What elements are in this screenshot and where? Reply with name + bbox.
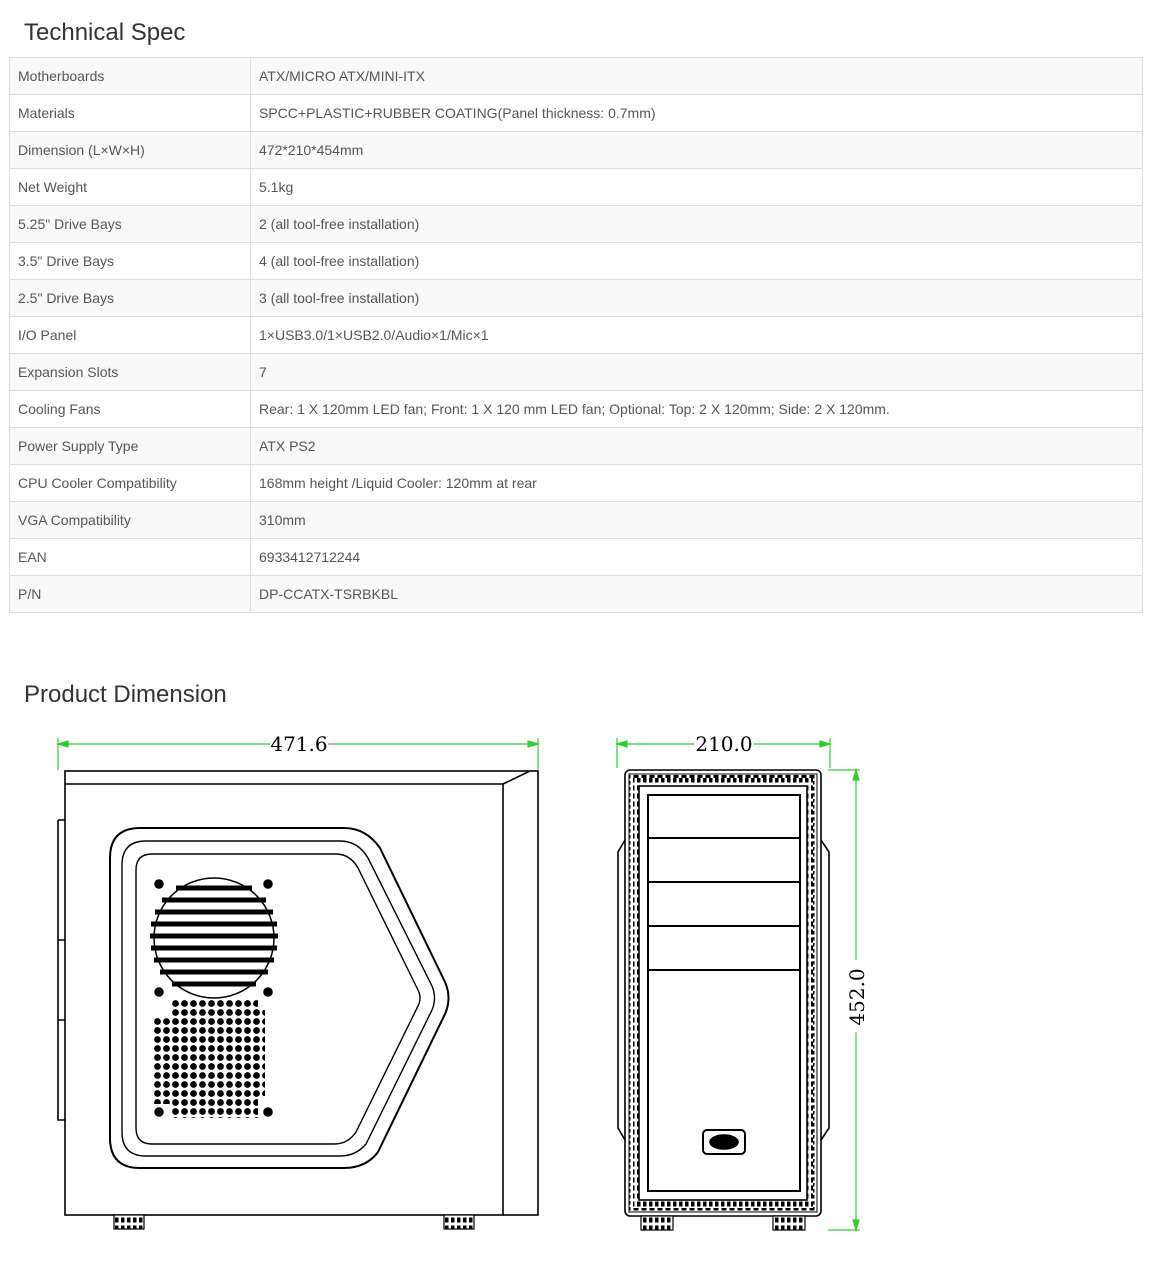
spec-value: DP-CCATX-TSRBKBL xyxy=(251,576,1143,613)
spec-key: I/O Panel xyxy=(10,317,251,354)
spec-value: ATX PS2 xyxy=(251,428,1143,465)
spec-table xyxy=(9,57,1143,613)
width-label: 210.0 xyxy=(695,732,753,756)
spec-key: CPU Cooler Compatibility xyxy=(10,465,251,502)
spec-row xyxy=(10,428,1143,465)
spec-value: 5.1kg xyxy=(251,169,1143,206)
spec-row xyxy=(10,95,1143,132)
spec-value: ATX/MICRO ATX/MINI-ITX xyxy=(251,58,1143,95)
spec-row xyxy=(10,354,1143,391)
spec-value: 472*210*454mm xyxy=(251,132,1143,169)
spec-value: 2 (all tool-free installation) xyxy=(251,206,1143,243)
spec-key: 3.5" Drive Bays xyxy=(10,243,251,280)
spec-value: 310mm xyxy=(251,502,1143,539)
spec-value: 7 xyxy=(251,354,1143,391)
spec-key: Motherboards xyxy=(10,58,251,95)
spec-section-title: Technical Spec xyxy=(24,19,186,46)
spec-key: 5.25" Drive Bays xyxy=(10,206,251,243)
spec-key: Expansion Slots xyxy=(10,354,251,391)
spec-row xyxy=(10,169,1143,206)
length-label: 471.6 xyxy=(270,732,328,756)
spec-key: Power Supply Type xyxy=(10,428,251,465)
spec-row xyxy=(10,132,1143,169)
spec-value: 4 (all tool-free installation) xyxy=(251,243,1143,280)
height-label: 452.0 xyxy=(845,968,869,1026)
spec-row xyxy=(10,243,1143,280)
spec-value: 3 (all tool-free installation) xyxy=(251,280,1143,317)
spec-row xyxy=(10,206,1143,243)
product-dimension-drawing xyxy=(0,720,1149,1277)
spec-key: 2.5" Drive Bays xyxy=(10,280,251,317)
spec-value: 168mm height /Liquid Cooler: 120mm at rear xyxy=(251,465,1143,502)
spec-row xyxy=(10,465,1143,502)
spec-row xyxy=(10,280,1143,317)
front-view xyxy=(617,732,870,1230)
fan-grille xyxy=(150,888,278,984)
spec-key: Dimension (L×W×H) xyxy=(10,132,251,169)
spec-key: P/N xyxy=(10,576,251,613)
spec-key: VGA Compatibility xyxy=(10,502,251,539)
spec-key: EAN xyxy=(10,539,251,576)
spec-row xyxy=(10,502,1143,539)
spec-row xyxy=(10,539,1143,576)
spec-key: Materials xyxy=(10,95,251,132)
spec-row xyxy=(10,58,1143,95)
spec-key: Cooling Fans xyxy=(10,391,251,428)
dimension-section-title: Product Dimension xyxy=(24,681,227,708)
spec-value: SPCC+PLASTIC+RUBBER COATING(Panel thickness: 0.7mm) xyxy=(251,95,1143,132)
spec-key: Net Weight xyxy=(10,169,251,206)
spec-value: 6933412712244 xyxy=(251,539,1143,576)
spec-row xyxy=(10,576,1143,613)
spec-row xyxy=(10,317,1143,354)
side-view xyxy=(58,732,538,1229)
spec-value: 1×USB3.0/1×USB2.0/Audio×1/Mic×1 xyxy=(251,317,1143,354)
spec-row xyxy=(10,391,1143,428)
spec-value: Rear: 1 X 120mm LED fan; Front: 1 X 120 mm LED fan; Optional: Top: 2 X 120mm; Side: 2 X 120mm. xyxy=(251,391,1143,428)
